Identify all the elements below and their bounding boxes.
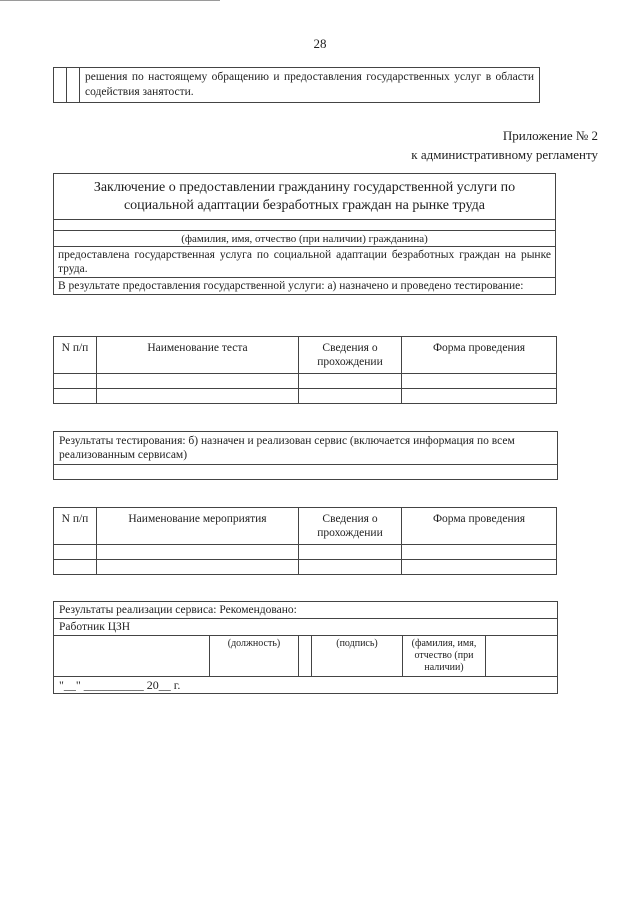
citizen-name-line <box>54 220 556 231</box>
testing-results-text: Результаты тестирования: б) назначен и реализован сервис (включается информация по всем реализованным сервисам) <box>54 432 558 465</box>
tests-header-status: Сведения о прохождении <box>299 337 402 374</box>
worker-blank <box>54 636 210 677</box>
table-row <box>54 545 557 560</box>
service-results-title: Результаты реализации сервиса: Рекомендовано: <box>54 602 558 619</box>
name-caption: (фамилия, имя, отчество (при наличии) <box>403 636 486 677</box>
activities-header-name: Наименование мероприятия <box>97 508 299 545</box>
continuation-cell-2 <box>67 68 80 103</box>
spacer-cell <box>299 636 312 677</box>
testing-results-blank <box>54 465 558 480</box>
tests-table <box>53 336 557 404</box>
tests-header-number: N п/п <box>54 337 97 374</box>
date-line: "__" __________ 20__ г. <box>54 677 558 694</box>
continuation-text: решения по настоящему обращению и предоставления государственных услуг в области содействия занятости. <box>80 68 540 103</box>
appendix-heading <box>411 126 598 164</box>
tests-header-form: Форма проведения <box>402 337 557 374</box>
top-rule <box>0 0 220 1</box>
service-provided-text: предоставлена государственная услуга по социальной адаптации безработных граждан на рынке труда. <box>54 247 556 278</box>
conclusion-title: Заключение о предоставлении гражданину государственной услуги по социальной адаптации безработных граждан на рынке труда <box>54 174 556 220</box>
continuation-cell-1 <box>54 68 67 103</box>
table-row <box>54 374 557 389</box>
activities-table <box>53 507 557 575</box>
table-row <box>54 560 557 575</box>
continuation-table <box>53 67 540 103</box>
service-results-table <box>53 601 558 694</box>
table-row <box>54 389 557 404</box>
citizen-name-caption: (фамилия, имя, отчество (при наличии) гражданина) <box>54 231 556 247</box>
appendix-line-1: Приложение № 2 <box>502 128 598 143</box>
page-number: 28 <box>313 36 327 51</box>
signature-caption: (подпись) <box>312 636 403 677</box>
conclusion-table <box>53 173 556 295</box>
position-caption: (должность) <box>210 636 299 677</box>
activities-header-status: Сведения о прохождении <box>299 508 402 545</box>
testing-results-table <box>53 431 558 480</box>
worker-label: Работник ЦЗН <box>54 619 558 636</box>
tests-header-name: Наименование теста <box>97 337 299 374</box>
end-cell <box>486 636 558 677</box>
activities-header-number: N п/п <box>54 508 97 545</box>
result-text: В результате предоставления государственной услуги: а) назначено и проведено тестирование: <box>54 278 556 295</box>
activities-header-form: Форма проведения <box>402 508 557 545</box>
appendix-line-2: к административному регламенту <box>411 147 598 162</box>
